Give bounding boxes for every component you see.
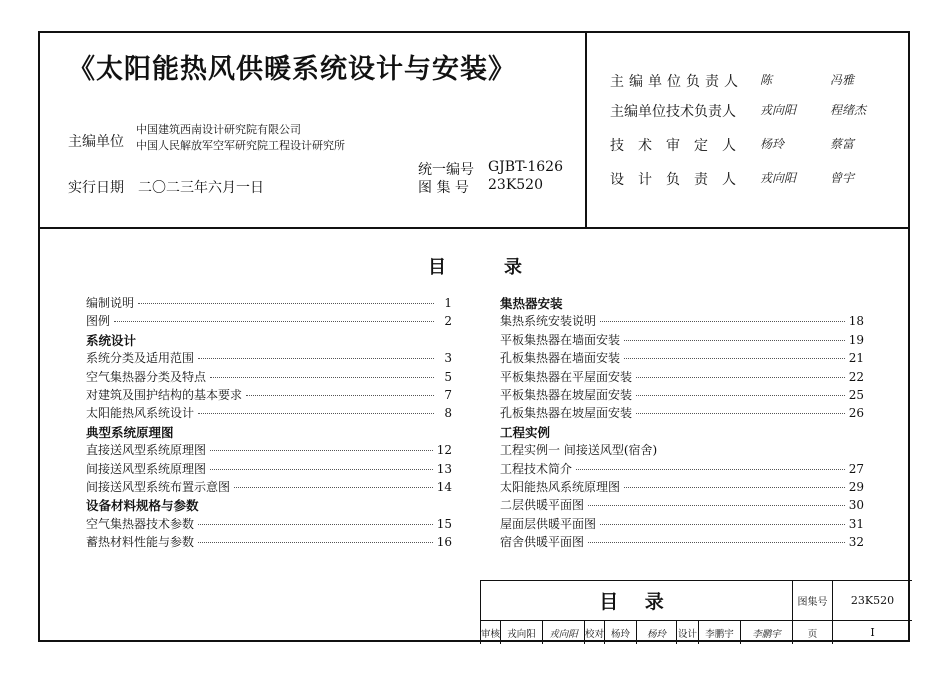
toc-entry-title: 工程技术简介 — [500, 461, 573, 476]
toc-leader-dots — [210, 450, 433, 451]
toc-entry[interactable] — [500, 533, 864, 549]
toc-entry[interactable] — [86, 386, 452, 402]
toc-entry-title: 间接送风型系统原理图 — [86, 461, 207, 476]
signature-name: 蔡富 — [830, 137, 855, 151]
toc-leader-dots — [624, 340, 845, 341]
toc-entry-title: 图例 — [86, 314, 111, 329]
toc-entry[interactable] — [500, 349, 864, 365]
signature-role: 主编单位技术负责人 — [610, 104, 736, 120]
toc-entry-title: 间接送风型系统布置示意图 — [86, 480, 231, 494]
toc-entry-page: 25 — [848, 388, 864, 402]
code-value: GJBT-1626 — [488, 159, 563, 175]
toc-entry[interactable] — [500, 515, 864, 531]
toc-leader-dots — [198, 358, 434, 359]
toc-entry-title: 屋面层供暖平面图 — [500, 516, 597, 531]
toc-leader-dots — [138, 303, 434, 304]
date-value: 二〇二三年六月一日 — [138, 180, 264, 196]
toc-section-heading: 典型系统原理图 — [86, 424, 174, 440]
signature-role: 设计负责人 — [610, 172, 750, 188]
toc-leader-dots — [198, 542, 433, 543]
drawing-frame — [38, 31, 910, 642]
atlas-no-value: 23K520 — [488, 177, 543, 193]
signature-role: 主编单位负责人 — [610, 74, 743, 90]
toc-leader-dots — [600, 321, 845, 322]
toc-entry-page: 7 — [444, 388, 452, 402]
toc-subheading: 工程实例一 间接送风型(宿舍) — [500, 443, 658, 458]
toc-entry-title: 二层供暖平面图 — [500, 498, 585, 513]
toc-entry-page: 26 — [848, 406, 864, 421]
toc-entry-page: 2 — [444, 314, 452, 329]
title-block-title: 目 录 — [480, 580, 792, 620]
toc-leader-dots — [624, 358, 845, 359]
toc-entry-page: 30 — [848, 498, 864, 513]
toc-entry-title: 平板集热器在坡屋面安装 — [500, 388, 633, 402]
toc-entry[interactable] — [500, 404, 864, 420]
toc-entry-page: 1 — [444, 296, 452, 310]
toc-entry-title: 蓄热材料性能与参数 — [86, 535, 195, 550]
signature-name: 戎向阳 — [760, 103, 797, 117]
toc-entry[interactable] — [86, 349, 452, 365]
toc-entry-title: 系统分类及适用范围 — [86, 351, 195, 366]
toc-section-heading: 系统设计 — [86, 332, 137, 348]
toc-leader-dots — [114, 321, 434, 322]
toc-leader-dots — [198, 413, 434, 414]
toc-entry[interactable] — [86, 478, 452, 494]
title-block-atlas-value: 23K520 — [832, 580, 912, 620]
toc-entry-title: 孔板集热器在坡屋面安装 — [500, 406, 633, 421]
editor-label: 主编单位 — [68, 134, 124, 150]
toc-section-heading: 设备材料规格与参数 — [86, 498, 199, 514]
design-name: 李鹏宇 — [698, 620, 740, 644]
toc-entry-page: 31 — [848, 516, 864, 531]
signature-role: 技术审定人 — [610, 138, 750, 154]
signature-name: 冯雅 — [830, 73, 855, 87]
toc-leader-dots — [234, 487, 433, 488]
check-label: 校对 — [584, 620, 604, 644]
toc-entry-page: 8 — [444, 406, 452, 421]
design-signature: 李鹏宇 — [740, 620, 792, 644]
toc-entry[interactable] — [86, 404, 452, 420]
toc-leader-dots — [636, 413, 845, 414]
toc-entry[interactable] — [86, 368, 452, 384]
toc-entry-page: 15 — [436, 516, 452, 531]
toc-entry-title: 太阳能热风系统原理图 — [500, 480, 621, 494]
review-label: 审核 — [480, 620, 500, 644]
toc-entry[interactable] — [500, 312, 864, 328]
toc-entry-title: 集热系统安装说明 — [500, 314, 597, 329]
toc-leader-dots — [576, 469, 845, 470]
toc-entry-title: 空气集热器技术参数 — [86, 516, 195, 531]
atlas-title: 《太阳能热风供暖系统设计与安装》 — [68, 54, 516, 85]
header-divider-horizontal — [40, 227, 908, 229]
title-block-atlas-label: 图集号 — [792, 580, 832, 620]
toc-entry-page: 27 — [848, 461, 864, 476]
title-block — [480, 580, 912, 644]
signature-name: 戎向阳 — [760, 171, 797, 185]
toc-entry-title: 孔板集热器在墙面安装 — [500, 351, 621, 366]
toc-entry-title: 平板集热器在平屋面安装 — [500, 369, 633, 384]
date-label: 实行日期 — [68, 180, 124, 196]
toc-entry-title: 对建筑及围护结构的基本要求 — [86, 388, 243, 402]
code-label: 统一编号 — [418, 162, 474, 178]
toc-section-heading: 集热器安装 — [500, 296, 563, 311]
toc-leader-dots — [588, 505, 845, 506]
toc-entry-page: 22 — [848, 369, 864, 384]
toc-entry-page: 19 — [848, 332, 864, 347]
toc-entry-title: 宿舍供暖平面图 — [500, 535, 585, 550]
toc-leader-dots — [600, 524, 845, 525]
toc-leader-dots — [210, 469, 433, 470]
design-label: 设计 — [676, 620, 698, 644]
toc-entry-page: 21 — [848, 351, 864, 366]
toc-entry[interactable] — [86, 460, 452, 476]
toc-leader-dots — [588, 542, 845, 543]
toc-entry-page: 32 — [848, 535, 864, 550]
toc-entry[interactable] — [500, 368, 864, 384]
toc-leader-dots — [636, 377, 845, 378]
page-label: 页 — [792, 620, 832, 644]
toc-entry-page: 18 — [848, 314, 864, 329]
editor-org-2: 中国人民解放军空军研究院工程设计研究所 — [136, 139, 345, 152]
check-signature: 杨玲 — [636, 620, 676, 644]
review-signature: 戎向阳 — [542, 620, 584, 644]
toc-entry[interactable] — [500, 496, 864, 512]
toc-heading-right: 录 — [504, 257, 522, 278]
toc-leader-dots — [636, 395, 845, 396]
toc-entry-title: 太阳能热风系统设计 — [86, 406, 195, 421]
toc-leader-dots — [198, 524, 433, 525]
review-name: 戎向阳 — [500, 620, 542, 644]
toc-leader-dots — [210, 377, 434, 378]
signature-name: 陈 — [760, 73, 773, 87]
toc-entry-title: 平板集热器在墙面安装 — [500, 332, 621, 347]
toc-entry-page: 16 — [436, 535, 452, 550]
toc-entry[interactable] — [86, 533, 452, 549]
page-value: I — [832, 620, 912, 644]
toc-leader-dots — [246, 395, 434, 396]
toc-entry-page: 29 — [848, 480, 864, 494]
toc-section-heading: 工程实例 — [500, 424, 551, 440]
toc-entry[interactable] — [500, 460, 864, 476]
toc-entry[interactable] — [86, 312, 452, 328]
toc-entry[interactable] — [86, 294, 452, 310]
toc-entry[interactable] — [86, 515, 452, 531]
toc-entry-page: 13 — [436, 461, 452, 476]
atlas-no-label: 图 集 号 — [418, 180, 469, 196]
signature-name: 程绪杰 — [830, 103, 867, 117]
toc-entry[interactable] — [86, 441, 452, 457]
toc-entry-title: 编制说明 — [86, 296, 135, 310]
toc-heading-left: 目 — [428, 257, 446, 278]
toc-entry-page: 3 — [444, 351, 452, 366]
toc-entry-page: 14 — [436, 480, 452, 494]
toc-entry[interactable] — [500, 478, 864, 494]
signature-name: 杨玲 — [760, 137, 785, 151]
toc-entry-title: 空气集热器分类及特点 — [86, 369, 207, 384]
toc-leader-dots — [624, 487, 845, 488]
editor-org-1: 中国建筑西南设计研究院有限公司 — [136, 123, 301, 136]
toc-entry[interactable] — [500, 386, 864, 402]
toc-entry-page: 5 — [444, 369, 452, 384]
toc-entry[interactable] — [500, 331, 864, 347]
header-divider-vertical — [585, 33, 587, 227]
toc-entry-page: 12 — [436, 443, 452, 458]
signature-name: 曾宇 — [830, 171, 855, 185]
check-name: 杨玲 — [604, 620, 636, 644]
toc-entry-title: 直接送风型系统原理图 — [86, 443, 207, 458]
